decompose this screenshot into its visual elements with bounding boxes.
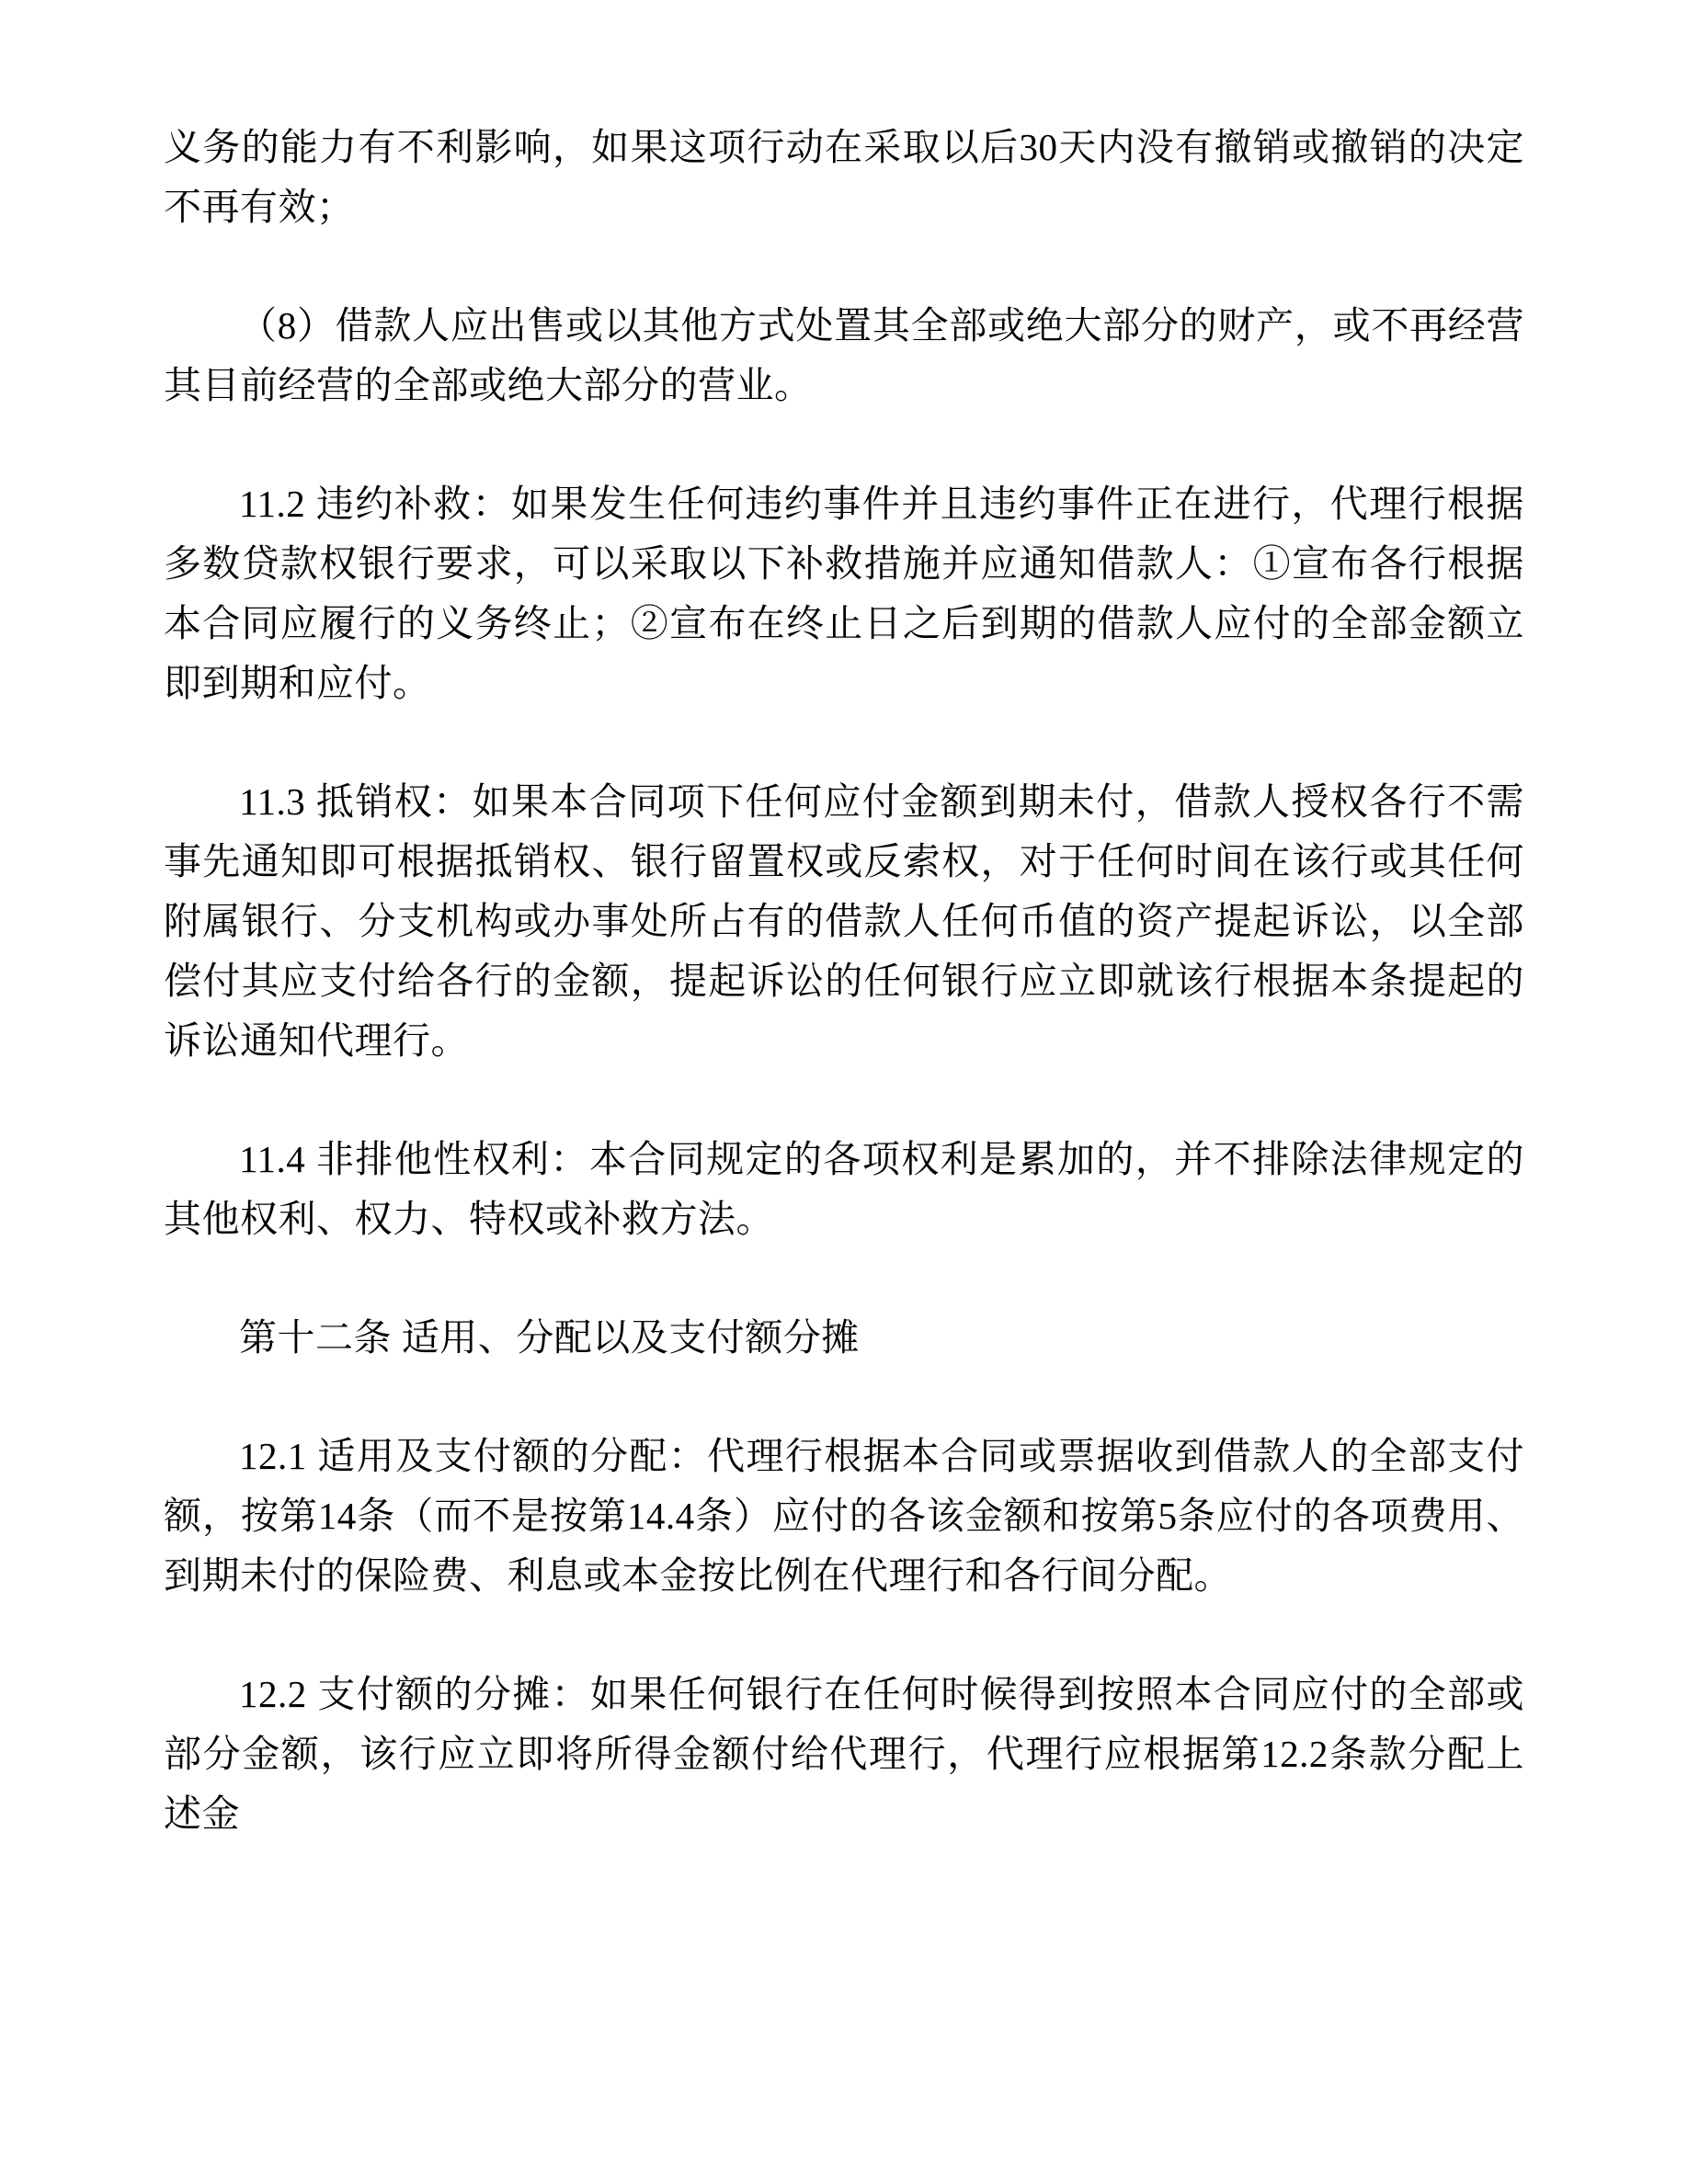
- heading-article-12: 第十二条 适用、分配以及支付额分摊: [239, 1316, 860, 1359]
- paragraph-clause-continuation: 义务的能力有不利影响，如果这项行动在采取以后30天内没有撤销或撤销的决定不再有效；: [164, 126, 1524, 228]
- paragraph-clause-12-1: 12.1 适用及支付额的分配：代理行根据本合同或票据收到借款人的全部支付额，按第14条（而不是按第14.4条）应付的各该金额和按第5条应付的各项费用、到期未付的保险费、利息或本金按比例在代理行和各行间分配。: [164, 1435, 1524, 1597]
- paragraph-clause-item-8: （8）借款人应出售或以其他方式处置其全部或绝大部分的财产，或不再经营其目前经营的全部或绝大部分的营业。: [164, 304, 1524, 406]
- paragraph-clause-11-2: 11.2 违约补救：如果发生任何违约事件并且违约事件正在进行，代理行根据多数贷款权银行要求，可以采取以下补救措施并应通知借款人：①宣布各行根据本合同应履行的义务终止；②宣布在终止日之后到期的借款人应付的全部金额立即到期和应付。: [164, 483, 1524, 704]
- paragraph-clause-11-3: 11.3 抵销权：如果本合同项下任何应付金额到期未付，借款人授权各行不需事先通知即可根据抵销权、银行留置权或反索权，对于任何时间在该行或其任何附属银行、分支机构或办事处所占有的借款人任何币值的资产提起诉讼，以全部偿付其应支付给各行的金额，提起诉讼的任何银行应立即就该行根据本条提起的诉讼通知代理行。: [164, 780, 1524, 1062]
- paragraph-clause-12-2: 12.2 支付额的分摊：如果任何银行在任何时候得到按照本合同应付的全部或部分金额，该行应立即将所得金额付给代理行，代理行应根据第12.2条款分配上述金: [164, 1673, 1524, 1835]
- contract-text-body: [164, 118, 1524, 1844]
- paragraph-clause-11-4: 11.4 非排他性权利：本合同规定的各项权利是累加的，并不排除法律规定的其他权利、权力、特权或补救方法。: [164, 1138, 1524, 1240]
